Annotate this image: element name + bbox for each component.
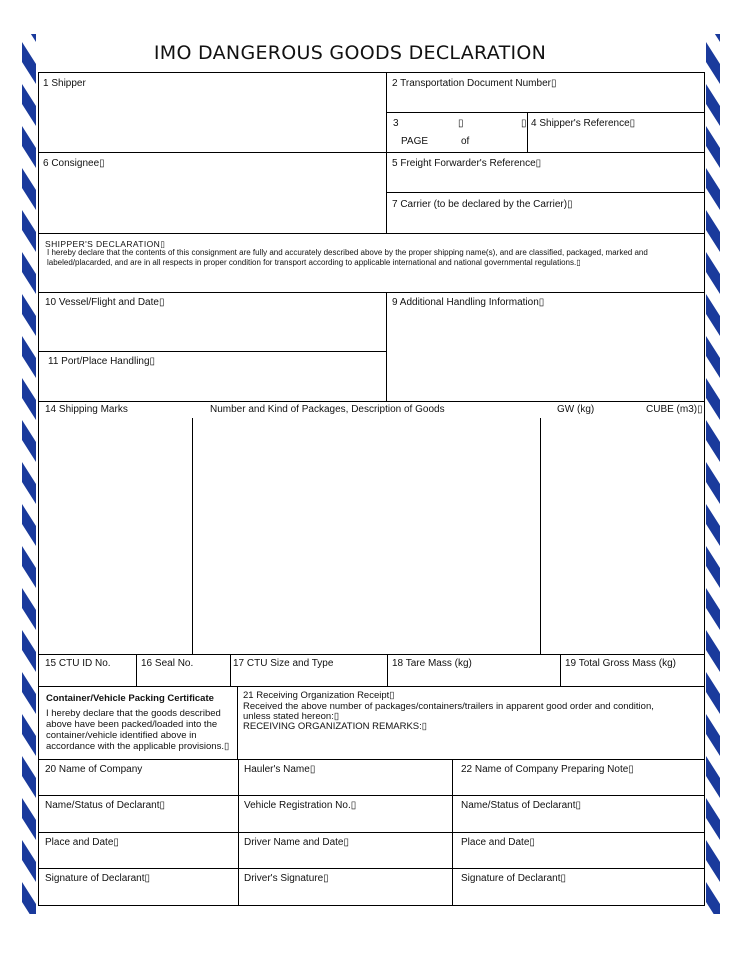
company-name-field[interactable]: [39, 760, 238, 795]
seal-number-label: 16 Seal No.: [141, 658, 194, 669]
driver-name-date-label: Driver Name and Date▯: [244, 837, 349, 848]
preparer-place-date-field[interactable]: [453, 833, 704, 868]
freight-forwarder-reference-label: 5 Freight Forwarder's Reference▯: [392, 158, 542, 169]
weight-cube-cell[interactable]: [541, 418, 704, 654]
ctu-id-label: 15 CTU ID No.: [45, 658, 111, 669]
page-label: PAGE: [401, 136, 429, 147]
preparer-signature-label: Signature of Declarant▯: [461, 873, 567, 884]
additional-handling-info-field[interactable]: [387, 293, 704, 401]
additional-handling-info-label: 9 Additional Handling Information▯: [392, 297, 545, 308]
preparer-signature-field[interactable]: [453, 869, 704, 905]
receipt-line-2: unless stated hereon:▯: [243, 711, 340, 722]
preparer-name-status-field[interactable]: [453, 796, 704, 832]
tare-mass-field[interactable]: [388, 655, 560, 686]
vessel-flight-date-field[interactable]: [39, 293, 386, 351]
description-of-goods-header: Number and Kind of Packages, Description of Goods: [210, 404, 445, 415]
page-box-glyph-1: ▯: [458, 118, 464, 129]
declarant-signature-field[interactable]: [39, 869, 238, 905]
packing-certificate-line-3: container/vehicle identified above in: [46, 730, 197, 741]
description-of-goods-cell[interactable]: [193, 418, 540, 654]
ctu-size-type-field[interactable]: [231, 655, 387, 686]
hauler-name-label: Hauler's Name▯: [244, 764, 316, 775]
port-place-handling-field[interactable]: [39, 352, 386, 401]
carrier-field[interactable]: [387, 193, 704, 233]
port-place-handling-label: 11 Port/Place Handling▯: [48, 356, 156, 367]
shipper-reference-label: 4 Shipper's Reference▯: [531, 118, 636, 129]
declaration-text-line-1: I hereby declare that the contents of this consignment are fully and accurately described above by the proper shipping name(s), and are classified, packaged, marked and: [47, 248, 648, 257]
packing-certificate-line-4: accordance with the applicable provisions.▯: [46, 741, 230, 752]
company-name-label: 20 Name of Company: [45, 764, 143, 775]
seal-number-field[interactable]: [137, 655, 230, 686]
consignee-field[interactable]: [39, 153, 386, 233]
preparer-name-status-label: Name/Status of Declarant▯: [461, 800, 581, 811]
gross-weight-header: GW (kg): [557, 404, 595, 415]
page-field[interactable]: [387, 113, 527, 152]
total-gross-mass-field[interactable]: [561, 655, 704, 686]
left-border-stripe: [22, 0, 36, 971]
shipper-field[interactable]: [39, 73, 386, 152]
preparer-place-date-label: Place and Date▯: [461, 837, 535, 848]
shipping-marks-cell[interactable]: [39, 418, 192, 654]
declaration-heading: SHIPPER'S DECLARATION▯: [45, 239, 166, 249]
receipt-remarks-label: RECEIVING ORGANIZATION REMARKS:▯: [243, 721, 427, 732]
declarant-place-date-field[interactable]: [39, 833, 238, 868]
packing-certificate-line-2: above have been packed/loaded into the: [46, 719, 218, 730]
preparing-company-name-label: 22 Name of Company Preparing Note▯: [461, 764, 634, 775]
vehicle-registration-field[interactable]: [239, 796, 452, 832]
vessel-flight-date-label: 10 Vessel/Flight and Date▯: [45, 297, 165, 308]
freight-forwarder-reference-field[interactable]: [387, 153, 704, 192]
driver-name-date-field[interactable]: [239, 833, 452, 868]
declaration-text-line-2: labeled/placarded, and are in all respects in proper condition for transport according to applicable international and national governmental regulations.▯: [47, 258, 581, 267]
declarant-signature-label: Signature of Declarant▯: [45, 873, 151, 884]
shipper-reference-field[interactable]: [528, 113, 704, 152]
tare-mass-label: 18 Tare Mass (kg): [392, 658, 472, 669]
ctu-size-type-label: 17 CTU Size and Type: [233, 658, 334, 669]
receiving-organization-receipt[interactable]: [238, 687, 704, 759]
carrier-label: 7 Carrier (to be declared by the Carrier)▯: [392, 199, 573, 210]
declarant-name-status-field[interactable]: [39, 796, 238, 832]
driver-signature-field[interactable]: [239, 869, 452, 905]
driver-signature-label: Driver's Signature▯: [244, 873, 329, 884]
shipper-label: 1 Shipper: [43, 78, 86, 89]
consignee-label: 6 Consignee▯: [43, 158, 105, 169]
ctu-id-field[interactable]: [39, 655, 136, 686]
transport-document-number-label: 2 Transportation Document Number▯: [392, 78, 557, 89]
shipping-marks-header: 14 Shipping Marks: [45, 404, 128, 415]
form-title: IMO DANGEROUS GOODS DECLARATION: [153, 42, 547, 64]
page-box-number: 3: [393, 118, 399, 129]
vehicle-registration-label: Vehicle Registration No.▯: [244, 800, 357, 811]
cube-header: CUBE (m3)▯: [646, 404, 703, 415]
transport-document-number-field[interactable]: [387, 73, 704, 112]
preparing-company-name-field[interactable]: [453, 760, 704, 795]
receipt-heading: 21 Receiving Organization Receipt▯: [243, 690, 395, 701]
total-gross-mass-label: 19 Total Gross Mass (kg): [565, 658, 676, 669]
receipt-line-1: Received the above number of packages/containers/trailers in apparent good order and condition,: [243, 701, 654, 712]
hauler-name-field[interactable]: [239, 760, 452, 795]
declarant-name-status-label: Name/Status of Declarant▯: [45, 800, 165, 811]
shippers-declaration: [39, 234, 704, 292]
packing-certificate: [39, 687, 237, 759]
page-of-label: of: [461, 136, 470, 147]
declarant-place-date-label: Place and Date▯: [45, 837, 119, 848]
packing-certificate-line-1: I hereby declare that the goods described: [46, 708, 221, 719]
page-box-glyph-2: ▯: [521, 118, 527, 129]
packing-certificate-heading: Container/Vehicle Packing Certificate: [46, 693, 214, 704]
right-border-stripe: [706, 0, 720, 971]
